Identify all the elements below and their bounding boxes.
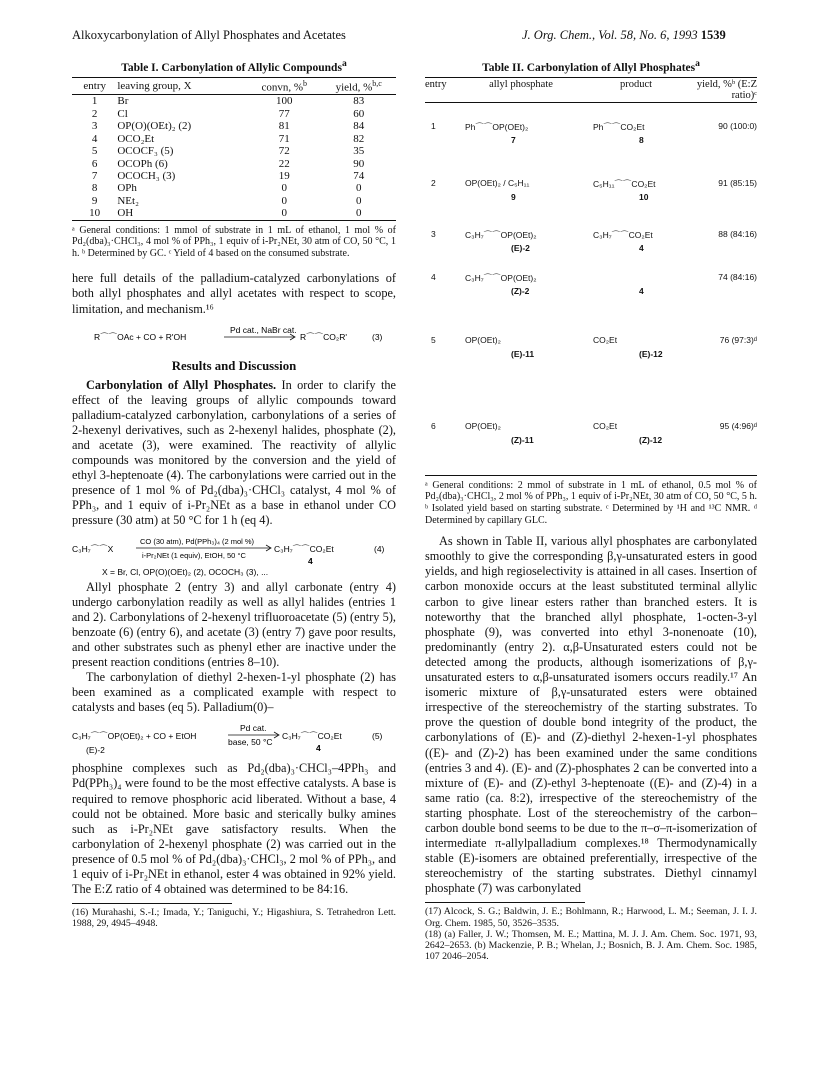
row-entry: 4 [431,271,436,282]
right-column [425,58,757,962]
table1-caption: Table I. Carbonylation of Allylic Compounds$^a$ [121,58,347,74]
row-product-number: (E)-12 [639,348,663,359]
table-row [425,103,757,159]
table1 [72,77,396,221]
row-product-number: 4 [639,285,644,296]
table-row [72,158,396,170]
row-product: CO₂Et [593,420,618,431]
table1-col-entry: entry [72,77,117,95]
cell-leaving-group: OCO₂Et [117,132,155,145]
cell-leaving-group: OCOCF₃ (5) [117,145,174,158]
eq3-number: (3) [372,331,383,342]
journal-volume: Vol. 58, No. 6, 1993 [598,28,698,42]
table-row [72,95,396,108]
eq4-conditions-below: i-Pr₂NEt (1 equiv), EtOH, 50 °C [142,550,246,560]
row-phosphate: Ph⌒⌒OP(OEt)₂ [465,121,529,132]
paragraph: As shown in Table II, various allyl phosphates are carbonylated smoothly to give the corresponding β,γ-unsaturated esters in good yields, and high regioselectivity is attained in all cases. Insertion of carbon monoxide occurs at the least substituted terminal allylic carbon to give linear esters rather than branched esters. It is noteworthy that the branched allyl phosphate, 1-octen-3-yl phosphate (9), was converted into ethyl 3-nonenoate (10), predominantly (entry 2). α,β-Unsaturated esters could not be detected among the products, although isomerizations of β,γ-unsaturated esters to α,β-unsaturated isomers occurs readily.¹⁷ An isomeric mixture of β,γ-unsaturated esters were obtained irrespective of the stereochemistry of the starting substrates. To prove the question of double bond integrity of the product, the carbonylations of (E)- and (Z)-diethyl 2-hexen-1-yl phosphates ((E)- and (Z)-2) has been examined under the same conditions (entries 3 and 4). (E)- and (Z)-phosphates 2 can be converted into a mixture of (E)- and (Z)-ethyl 3-heptenoate ((E)- and (Z)-4) in a same ratio (ca. 8:2), irrespective of the stereochemistry of the starting phosphate. Lost of the stereochemistry of the carbon–carbon double bond seems to be due to the π–σ–π-isomerization of intermediate π-allylpalladium complexes.¹⁸ Thermodynamically stable (E)-isomers are obtained preferentially, irrespective of the stereochemistry of the starting substrates. Diethyl cinnamyl phosphate (7) was carbonylated [425,534,757,896]
row-yield: 76 (97:3)ᵈ [719,334,757,345]
cell-leaving-group: OH [117,207,247,220]
cell-yield: 82 [353,132,365,145]
table-row [72,133,396,145]
row-phosphate-number: (Z)-11 [511,434,534,445]
cell-entry: 6 [91,157,98,170]
reference-16: (16) Murahashi, S.-I.; Imada, Y.; Taniguchi, Y.; Higashiura, S. Tetrahedron Lett. 1988, 29, 4945–4948. [72,907,396,930]
cell-leaving-group: OCOCH₃ (3) [117,169,176,182]
cell-entry: 10 [72,207,117,220]
row-phosphate-number: (E)-2 [511,242,530,253]
paragraph: here full details of the palladium-catalyzed carbonylations of both allyl phosphates and allyl acetates with respect to scope, limitation, and mechanism.¹⁶ [72,271,396,316]
eq4-x-definition: X = Br, Cl, OP(O)(OEt)₂ (2), OCOCH₃ (3), ... [102,566,269,577]
row-phosphate: OP(OEt)₂ [465,334,501,345]
cell-convn: 81 [278,120,290,133]
cell-yield: 83 [353,95,365,108]
cell-convn: 77 [278,107,290,120]
eq4-compound-label: 4 [308,555,313,566]
cell-entry: 9 [91,194,98,207]
row-product: C₅H₁₁⌒⌒CO₂Et [593,178,656,189]
paragraph: Carbonylation of Allyl Phosphates. In order to clarify the effect of the leaving groups of allylic compounds toward palladium-catalyzed carbonylation, carbonylations of a series of 2-hexenyl derivatives, such as 2-hexenyl halides, phosphate (2), and acetate (3), were examined. The reactivity of allylic compounds was monitored by the conversion and the yield of ethyl 3-heptenoate (4). The carbonylations were carried out in the presence of 1 mol % of Pd₂(dba)₃·CHCl₃ catalyst, 4 mol % of PPh₃, and 1 equiv of i-Pr₂NEt as a base in ethanol under CO pressure (30 atm) at 50 °C for 1 h (eq 4). [72,377,396,528]
eq4-conditions-above: CO (30 atm), Pd(PPh₃)₄ (2 mol %) [140,536,255,546]
reference-17: (17) Alcock, S. G.; Baldwin, J. E.; Bohlmann, R.; Harwood, L. M.; Seeman, J. I. J. Org. Chem. 1985, 50, 3526–3535. [425,906,757,929]
row-entry: 3 [431,228,436,239]
cell-yield: 35 [353,145,365,158]
section-heading: Results and Discussion [171,358,297,373]
table1-col-yield: yield, %$^{b,c}$ [321,77,396,95]
table2-body [425,103,757,475]
eq4-rhs: C₃H₇⌒⌒CO₂Et [274,543,334,554]
cell-leaving-group: OCOPh (6) [117,157,168,170]
cell-convn: 71 [278,132,290,145]
eq5-conditions-below: base, 50 °C [228,737,273,748]
table2-footnote: ᵃ General conditions: 2 mmol of substrate in 1 mL of ethanol, 0.5 mol % of Pd₂(dba)₃·CHCl₃, 2 mol % of PPh₃, 1 equiv of i-Pr₂NEt, 30 atm of CO, 50 °C, 5 h. ᵇ Isolated yield based on starting substrate. ᶜ Determined by ¹H and ¹³C NMR. ᵈ Determined by capillary GLC. [425,479,757,526]
table-row [425,217,757,261]
cell-yield: 74 [353,169,365,182]
table1-col-leaving-group: leaving group, X [117,77,247,95]
cell-yield: 0 [321,207,396,220]
cell-yield: 84 [353,120,365,133]
cell-entry: 8 [91,182,98,195]
table2-col-entry: entry [425,78,447,90]
running-header-right [522,28,726,43]
table1-header-row [72,77,396,95]
row-yield: 95 (4:96)ᵈ [719,420,757,431]
row-product: Ph⌒⌒CO₂Et [593,121,645,132]
eq5-number: (5) [372,731,383,742]
row-phosphate: C₃H₇⌒⌒OP(OEt)₂ [465,229,537,240]
table-row [425,261,757,303]
table-row [72,182,396,194]
table-row [72,108,396,120]
cell-entry: 3 [91,120,98,133]
table1-col-convn: convn, %$^b$ [247,77,322,95]
cell-leaving-group: OPh [117,182,137,195]
row-entry: 2 [431,177,436,188]
eq3-conditions: Pd cat., NaBr cat. [230,324,297,335]
row-phosphate: OP(OEt)₂ [465,420,501,431]
row-yield: 88 (84:16) [718,228,757,239]
row-phosphate-number: 9 [511,191,516,202]
paragraph: The carbonylation of diethyl 2-hexen-1-yl phosphate (2) has been examined as a complicated example with respect to catalysts and bases (eq 5). Palladium(0)– [72,670,396,715]
table-row [425,159,757,217]
row-entry: 6 [431,420,436,431]
equation-4 [72,534,396,578]
page-number: 1539 [700,28,726,42]
cell-entry: 7 [91,169,98,182]
table2-caption: Table II. Carbonylation of Allyl Phosphates$^a$ [482,58,700,74]
cell-entry: 2 [91,107,98,120]
reference-18: (18) (a) Faller, J. W.; Thomsen, M. E.; Mattina, M. J. J. Am. Chem. Soc. 1971, 93, 2642–2653. (b) Mackenzie, P. B.; Whelan, J.; Bosnich, B. J. Am. Chem. Soc. 1985, 107 2046–2054. [425,928,757,963]
journal-name: J. Org. Chem., [522,28,596,42]
row-phosphate-number: (E)-11 [511,348,535,359]
cell-leaving-group: OP(O)(OEt)₂ (2) [117,120,192,133]
paragraph: Allyl phosphate 2 (entry 3) and allyl carbonate (entry 4) undergo carbonylation readily as well as allyl halides (entries 1 and 2). Carbonylations of 2-hexenyl trifluoroacetate (5) (entry 5), benzoate (6) (entry 6), and acetate (3) (entry 7) gave poor results, and other substrates such as phenyl ether are inactive under the present reaction conditions (entries 8–10). [72,579,396,670]
cell-convn: 0 [281,194,287,207]
row-product: CO₂Et [593,334,618,345]
cell-leaving-group: NEt₂ [117,194,139,207]
cell-yield: 0 [355,194,362,207]
cell-convn: 100 [275,95,293,108]
cell-convn: 22 [278,157,290,170]
row-yield: 91 (85:15) [718,177,757,188]
cell-entry: 5 [91,145,98,158]
cell-yield: 90 [353,157,365,170]
cell-leaving-group: Cl [117,107,128,120]
eq4-lhs: C₃H₇⌒⌒X [72,543,114,554]
eq4-number: (4) [374,543,385,554]
row-phosphate: OP(OEt)₂ / C₅H₁₁ [465,177,530,188]
table2-header-row [425,77,757,103]
table2-col-phosphate: allyl phosphate [489,78,553,90]
row-entry: 5 [431,334,436,345]
table-row [72,120,396,132]
equation-5 [72,719,396,759]
cell-leaving-group: Br [117,95,129,108]
row-product: C₃H₇⌒⌒CO₂Et [593,229,653,240]
table2 [425,77,757,476]
equation-3 [72,323,396,349]
eq5-rhs: C₃H₇⌒⌒CO₂Et [282,731,342,742]
paragraph: phosphine complexes such as Pd₂(dba)₃·CHCl₃–4PPh₃ and Pd(PPh₃)₄ were found to be the most effective catalysts. A base is required to remove phosphoric acid liberated. Without a base, 4 could not be obtained. More basic and sterically bulky amines such as i-Pr₂NEt gave satisfactory results. When the carbonylation of 2-hexenyl phosphate (2) was carried out in the presence of 0.5 mol % of Pd₂(dba)₃·CHCl₃, 2 mol % of PPh₃, and 1 equiv of i-Pr₂NEt in ethanol, ester 4 was obtained in 92% yield. The E:Z ratio of 4 obtained was determined to be 84:16. [72,761,396,897]
row-phosphate-number: (Z)-2 [511,285,530,296]
eq3-rhs: R⌒⌒CO₂R' [300,331,347,342]
eq3-lhs: R⌒⌒OAc + CO + R'OH [94,331,187,342]
row-product-number: 8 [639,134,644,145]
table-row [72,170,396,182]
cell-entry: 1 [91,95,98,108]
left-column [72,58,396,930]
table-row [72,207,396,220]
cell-convn: 0 [281,182,287,195]
cell-convn: 72 [278,145,290,158]
table-row [425,387,757,475]
row-phosphate: C₃H₇⌒⌒OP(OEt)₂ [465,272,537,283]
row-phosphate-number: 7 [511,134,516,145]
table-row [425,303,757,387]
eq5-conditions-above: Pd cat. [240,723,267,734]
table-row [72,195,396,207]
row-product-number: 4 [639,242,644,253]
row-product-number: (Z)-12 [639,434,663,445]
table-row [72,145,396,157]
table2-col-yield: yield, %ᵇ (E:Z ratio)ᶜ [696,78,757,101]
eq5-label-4: 4 [316,743,321,754]
running-header-left: Alkoxycarbonylation of Allyl Phosphates and Acetates [72,28,346,42]
table1-body [72,95,396,220]
row-entry: 1 [431,120,436,131]
table1-footnote: ᵃ General conditions: 1 mmol of substrate in 1 mL of ethanol, 1 mol % of Pd₂(dba)₃·CHCl₃, 4 mol % of PPh₃, 1 equiv of i-Pr₂NEt, 30 atm of CO, 50 °C, 1 h. ᵇ Determined by GC. ᶜ Yield of 4 based on the consumed substrate. [72,224,396,259]
eq5-lhs: C₃H₇⌒⌒OP(OEt)₂ + CO + EtOH [72,731,197,742]
row-yield: 90 (100:0) [718,120,757,131]
cell-convn: 19 [278,169,290,182]
cell-convn: 0 [247,207,322,220]
eq5-label-e2: (E)-2 [86,745,105,756]
row-product-number: 10 [639,191,649,202]
table2-col-product: product [619,78,653,90]
cell-yield: 60 [353,107,365,120]
row-yield: 74 (84:16) [718,271,757,282]
cell-yield: 0 [355,182,362,195]
cell-entry: 4 [91,132,98,145]
